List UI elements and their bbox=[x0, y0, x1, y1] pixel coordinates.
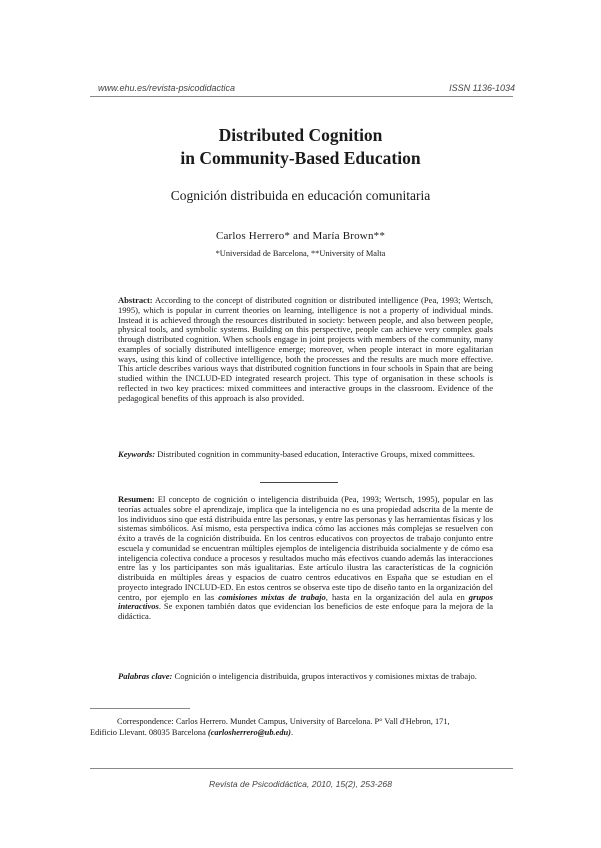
resumen-text-a: El concepto de cognición o inteligencia distribuida (Pea, 1993; Wertsch, 1995), popular en las teorías actuales sobre el aprendizaje, implica que la inteligencia no es una propiedad adscrita de la mente de los individuos sino que está distribuida entre las personas, y entre las personas y las herramientas físicas y los sistemas simbólicos. Así mismo, esta perspectiva indica cómo las acciones más complejas se resuelven con éxito a través de la cognición distribuida. En los centros educativos con proyectos de trabajo conjunto entre escuela y comunidad se encuentran múltiples ejemplos de inteligencia distribuida socialmente y de cómo esa inteligencia colectiva conduce a procesos y resultados mucho más efectivos cuando además las interacciones entre las y los participantes son más igualitarias. Este artículo ilustra las características de la cognición distribuida en múltiples áreas y espacios de cuatro centros educativos en España que se estudian en el proyecto integrado INCLUD-ED. En estos centros se observa este tipo de diseño tanto en la organización del centro, por ejemplo en las bbox=[118, 494, 493, 602]
keywords-label: Keywords: bbox=[118, 449, 156, 459]
issn: ISSN 1136-1034 bbox=[449, 83, 515, 93]
palabras-clave bbox=[118, 672, 493, 682]
abstract-label: Abstract: bbox=[118, 295, 153, 305]
correspondence-line-1: Correspondence: Carlos Herrero. Mundet Campus, University of Barcelona. P° Vall d'Hebron, 171, bbox=[117, 717, 450, 726]
keywords-text: Distributed cognition in community-based education, Interactive Groups, mixed committees. bbox=[157, 449, 476, 459]
correspondence-line-2 bbox=[90, 727, 520, 738]
correspondence-address: Edificio Llevant. 08035 Barcelona bbox=[90, 728, 206, 737]
resumen-emphasis-2: grupos interactivos bbox=[118, 591, 494, 612]
spanish-subtitle: Cognición distribuida en educación comunitaria bbox=[170, 188, 431, 203]
resumen-text-b: , hasta en la organización del aula en bbox=[325, 591, 465, 602]
palabras-clave-text: Cognición o inteligencia distribuida, grupos interactivos y comisiones mixtas de trabajo. bbox=[174, 671, 477, 681]
resumen bbox=[118, 495, 493, 622]
footnote-rule bbox=[90, 708, 190, 709]
header-rule bbox=[90, 96, 513, 97]
section-divider bbox=[260, 482, 338, 483]
journal-url: www.ehu.es/revista-psicodidactica bbox=[98, 83, 236, 93]
title-line-1: Distributed Cognition bbox=[218, 125, 383, 145]
resumen-label: Resumen: bbox=[118, 494, 155, 504]
resumen-text-c: . Se exponen también datos que evidencian los beneficios de este enfoque para la mejora de la didáctica. bbox=[118, 601, 493, 621]
correspondence-end: . bbox=[290, 728, 294, 737]
affiliations: *Universidad de Barcelona, **University of Malta bbox=[215, 249, 386, 258]
correspondence bbox=[90, 716, 520, 738]
journal-citation: Revista de Psicodidáctica, 2010, 15(2), 253-268 bbox=[209, 779, 392, 789]
resumen-emphasis-1: comisiones mixtas de trabajo bbox=[218, 591, 326, 602]
authors: Carlos Herrero* and María Brown** bbox=[215, 230, 386, 242]
abstract-text: According to the concept of distributed cognition or distributed intelligence (Pea, 1993; Wertsch, 1995), which is popular in current theories on learning, intelligence is not a property of individual minds. Instead it is achieved through the resources distributed in society: between people, and also between people, physical tools, and symbolic systems. Building on this perspective, people can achieve very complex goals through distributed cognition. When schools engage in joint projects with members of the community, many examples of socially distributed intelligence emerge; moreover, when people interact in more egalitarian ways, using this kind of collective intelligence, both the processes and the results are much more effective. This article describes various ways that distributed cognition functions in four schools in Spain that are being studied within the INCLUD-ED integrated research project. This type of organisation in these schools is reflected in two key practices: mixed committees and interactive groups in the classroom. Evidence of the pedagogical benefits of this approach is also provided. bbox=[118, 295, 494, 403]
correspondence-email[interactable]: (carlosherrero@ub.edu) bbox=[207, 728, 291, 737]
palabras-clave-label: Palabras clave: bbox=[118, 671, 173, 681]
footer-rule bbox=[90, 768, 513, 769]
abstract bbox=[118, 296, 493, 403]
title-line-2: in Community-Based Education bbox=[180, 148, 421, 168]
keywords bbox=[118, 450, 493, 460]
